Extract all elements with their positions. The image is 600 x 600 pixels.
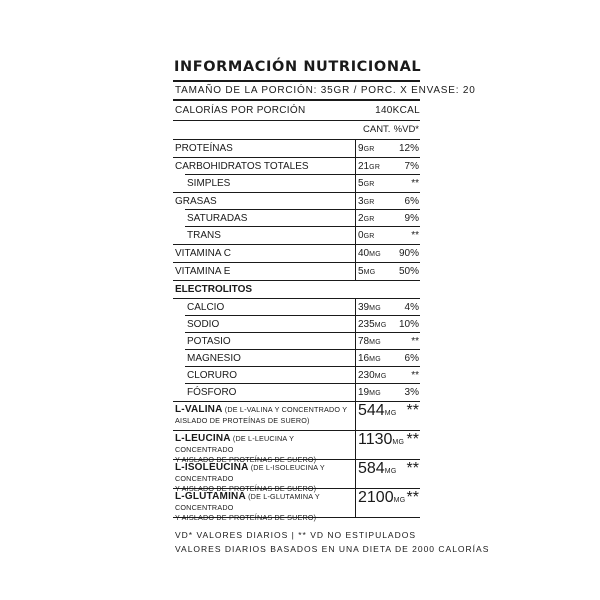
nutrient-row (173, 175, 420, 193)
amount-value: 544 (358, 402, 385, 419)
amino-acid-line-1 (175, 492, 353, 513)
electrolyte-name: CLORURO (187, 370, 238, 381)
amount-unit: MG (393, 497, 406, 504)
daily-value: ** (411, 230, 419, 241)
amount-unit: MG (369, 390, 382, 397)
daily-value: 7% (404, 161, 419, 172)
nutrient-row (173, 245, 420, 263)
daily-value: ** (406, 460, 419, 477)
amount-unit: GR (363, 146, 375, 153)
amount-cell (358, 193, 375, 211)
amino-acid-row (173, 489, 420, 522)
daily-value: 50% (398, 266, 419, 277)
column-divider (355, 460, 356, 488)
electrolyte-row (173, 367, 420, 384)
amount-value: 40 (358, 248, 370, 259)
amount-value: 2100 (358, 489, 394, 506)
amount-unit: MG (374, 373, 387, 380)
electrolyte-row (173, 350, 420, 367)
daily-value: 10% (398, 319, 419, 330)
daily-value: ** (406, 489, 419, 506)
amount-cell (358, 140, 375, 158)
amino-acid-source: (DE L-VALINA Y CONCENTRADO Y (222, 405, 348, 414)
footnote (173, 528, 490, 556)
daily-value: ** (411, 178, 419, 189)
nutrient-row (173, 227, 420, 245)
column-divider (355, 158, 356, 175)
amount-value: 235 (358, 319, 375, 330)
amount-unit: MG (392, 439, 405, 446)
amount-cell (358, 263, 375, 281)
amount-unit: MG (374, 322, 387, 329)
amino-acid-row (173, 460, 420, 493)
daily-value: 9% (404, 213, 419, 224)
amount-cell (358, 489, 406, 506)
daily-value: ** (406, 431, 419, 448)
amino-acid-line-2: Y AISLADO DE PROTEÍNAS DE SUERO) (175, 455, 317, 464)
nutrient-name: SIMPLES (187, 178, 231, 189)
amount-unit: MG (369, 339, 382, 346)
daily-value: ** (411, 336, 419, 347)
daily-value: 4% (404, 302, 419, 313)
amount-value: 19 (358, 387, 370, 398)
amount-value: 230 (358, 370, 375, 381)
amino-acid-source: (DE L-GLUTAMINA Y CONCENTRADO (175, 492, 320, 512)
amount-unit: GR (363, 233, 375, 240)
column-divider (355, 333, 356, 350)
column-divider (355, 299, 356, 316)
amino-acid-line-2: AISLADO DE PROTEÍNAS DE SUERO) (175, 415, 310, 425)
amount-cell (358, 245, 381, 263)
amino-acid-line-2: Y AISLADO DE PROTEÍNAS DE SUERO) (175, 484, 317, 493)
amount-unit: MG (363, 269, 376, 276)
electrolyte-list (173, 299, 420, 402)
column-divider (355, 367, 356, 384)
electrolyte-row (173, 384, 420, 402)
nutrient-name: VITAMINA C (175, 248, 231, 259)
amount-cell (358, 210, 375, 228)
amino-acid-line-1 (175, 405, 353, 416)
amino-acid-line-2: Y AISLADO DE PROTEÍNAS DE SUERO) (175, 513, 317, 522)
amount-value: 78 (358, 336, 370, 347)
amount-cell (358, 158, 380, 176)
amino-acid-source: (DE L-ISOLEUCINA Y CONCENTRADO (175, 463, 325, 483)
daily-value-column-header: %VD* (393, 124, 419, 135)
amino-acid-list (173, 402, 420, 522)
nutrient-row (173, 140, 420, 158)
serving-size-text: TAMAÑO DE LA PORCIÓN: 35GR / PORC. X ENVASE: 20 (175, 85, 476, 96)
amount-unit: GR (363, 199, 375, 206)
column-header-row (173, 121, 420, 139)
amount-cell (358, 316, 387, 334)
amino-acid-line-1 (175, 434, 353, 455)
electrolyte-name: CALCIO (187, 302, 225, 313)
nutrient-name: CARBOHIDRATOS TOTALES (175, 161, 309, 172)
nutrient-name: SATURADAS (187, 213, 248, 224)
amount-unit: MG (384, 410, 397, 417)
amino-acid-row (173, 431, 420, 464)
nutrient-list (173, 140, 420, 281)
column-divider (355, 316, 356, 333)
amino-acid-name: L-GLUTAMINA (175, 491, 246, 502)
daily-value: 6% (404, 196, 419, 207)
amount-cell (358, 350, 381, 368)
daily-value: 90% (398, 248, 419, 259)
amount-cell (358, 333, 381, 351)
amino-acid-name: L-VALINA (175, 404, 223, 415)
electrolyte-name: POTASIO (187, 336, 231, 347)
column-divider (355, 227, 356, 244)
amount-value: 21 (358, 161, 370, 172)
amount-cell (358, 402, 397, 419)
nutrient-row (173, 158, 420, 175)
amount-value: 5 (358, 266, 364, 277)
amount-cell (358, 460, 397, 477)
nutrient-name: VITAMINA E (175, 266, 231, 277)
electrolyte-row (173, 299, 420, 316)
amino-acid-name: L-ISOLEUCINA (175, 462, 249, 473)
amount-unit: MG (369, 356, 382, 363)
amount-value: 2 (358, 213, 364, 224)
panel-title: INFORMACIÓN NUTRICIONAL (174, 59, 422, 75)
daily-value: 12% (398, 143, 419, 154)
column-divider (355, 384, 356, 401)
amount-value: 1130 (358, 431, 393, 448)
footnote-line-2: VALORES DIARIOS BASADOS EN UNA DIETA DE 2000 CALORÍAS (175, 544, 490, 554)
calories-label: CALORÍAS POR PORCIÓN (175, 105, 306, 116)
daily-value: 3% (404, 387, 419, 398)
amino-acid-name: L-LEUCINA (175, 433, 231, 444)
amount-unit: GR (369, 164, 381, 171)
nutrient-row (173, 263, 420, 281)
daily-value: 6% (404, 353, 419, 364)
column-divider (355, 350, 356, 367)
amount-cell (358, 431, 405, 448)
column-divider (355, 402, 356, 430)
amount-value: 9 (358, 143, 364, 154)
amount-unit: MG (384, 468, 397, 475)
amount-value: 0 (358, 230, 364, 241)
amount-cell (358, 227, 375, 245)
amount-unit: MG (369, 305, 382, 312)
column-divider (355, 245, 356, 262)
nutrient-name: GRASAS (175, 196, 217, 207)
amount-value: 584 (358, 460, 385, 477)
nutrient-name: PROTEÍNAS (175, 143, 233, 154)
amino-acid-line-1 (175, 463, 353, 484)
electrolyte-row (173, 316, 420, 333)
column-divider (355, 175, 356, 192)
amino-acid-row (173, 402, 420, 431)
column-divider (355, 489, 356, 517)
electrolyte-name: SODIO (187, 319, 220, 330)
amount-value: 3 (358, 196, 364, 207)
amount-value: 5 (358, 178, 364, 189)
quantity-column-header: CANT. (363, 124, 391, 135)
amount-cell (358, 384, 381, 402)
daily-value: ** (406, 402, 419, 419)
column-divider (355, 210, 356, 227)
nutrient-row (173, 210, 420, 227)
calories-value: 140KCAL (375, 105, 420, 116)
nutrient-name: TRANS (187, 230, 221, 241)
column-divider (355, 140, 356, 157)
electrolytes-heading: ELECTROLITOS (173, 281, 420, 299)
calories-row (173, 101, 420, 120)
electrolyte-row (173, 333, 420, 350)
electrolyte-name: FÓSFORO (187, 387, 237, 398)
amount-value: 16 (358, 353, 370, 364)
column-divider (355, 431, 356, 459)
amino-acid-source: (DE L-LEUCINA Y CONCENTRADO (175, 434, 294, 454)
electrolyte-name: MAGNESIO (187, 353, 241, 364)
nutrient-row (173, 193, 420, 210)
amount-value: 39 (358, 302, 370, 313)
column-divider (355, 263, 356, 280)
amount-cell (358, 367, 387, 385)
column-divider (355, 193, 356, 210)
amount-unit: GR (363, 181, 375, 188)
footnote-line-1: VD* VALORES DIARIOS | ** VD NO ESTIPULADOS (175, 530, 417, 540)
daily-value: ** (411, 370, 419, 381)
amount-unit: MG (369, 251, 382, 258)
amount-cell (358, 175, 375, 193)
amount-unit: GR (363, 216, 375, 223)
amount-cell (358, 299, 381, 317)
nutrition-facts-panel (173, 58, 490, 556)
amino-acid-description (175, 405, 353, 426)
amino-acid-description (175, 492, 353, 524)
